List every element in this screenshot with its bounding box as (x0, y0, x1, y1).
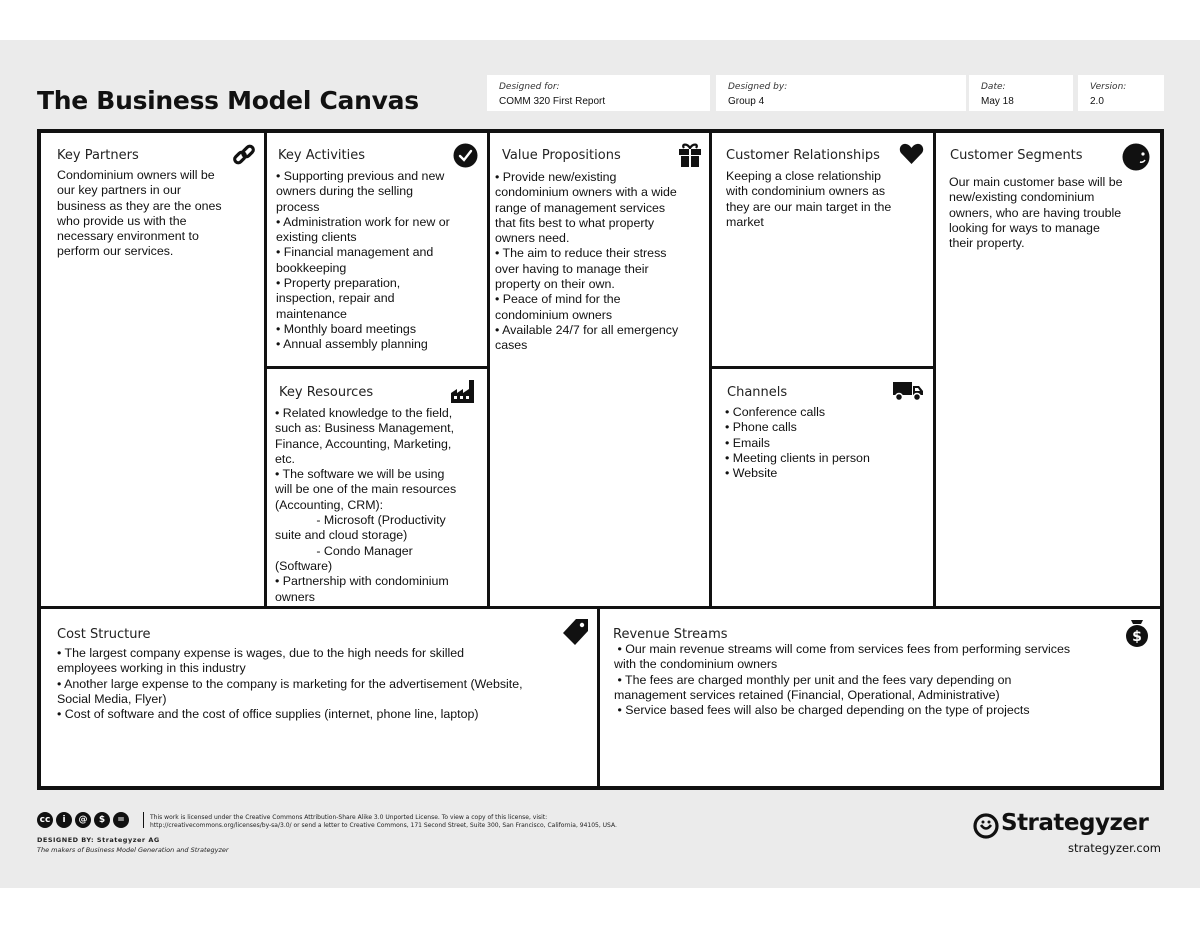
block-cost-structure[interactable] (41, 609, 597, 786)
channels-heading: Channels (727, 385, 788, 400)
block-key-activities[interactable] (267, 133, 487, 366)
value-propositions-heading: Value Propositions (502, 148, 621, 163)
strategyzer-logo-icon (973, 813, 999, 844)
key-resources-heading: Key Resources (279, 385, 374, 400)
gift-icon (678, 142, 702, 173)
date-field[interactable] (969, 75, 1073, 111)
key-resources-text: • Related knowledge to the field, such as: Business Management, Finance, Accounting, Marketing, etc. • The software we will be using will be one of the main resources (Accounting, CRM): - Microsoft (Productivity suite and cloud storage) - Condo Manager (Software) • Partnership with condominium owners (275, 406, 457, 604)
key-activities-text: • Supporting previous and new owners during the selling process • Administration work for new or existing clients • Financial management and bookkeeping • Property preparation, inspection, repair and maintenance • Monthly board meetings • Annual assembly planning (276, 169, 450, 352)
cost-structure-heading: Cost Structure (57, 627, 151, 642)
sa-icon: @ (75, 812, 91, 828)
designed-by-value: Group 4 (728, 96, 765, 107)
block-channels[interactable] (712, 369, 933, 606)
creative-commons-icons (37, 812, 129, 828)
designed-by-label: Designed by: (728, 82, 788, 92)
block-value-propositions[interactable] (490, 133, 709, 606)
version-value: 2.0 (1090, 96, 1104, 107)
cost-structure-text: • The largest company expense is wages, due to the high needs for skilled employees working in this industry • Another large expense to the company is marketing for the advertisement (Website, Social Media, Flyer) • Cost of software and the cost of office supplies (internet, phone line, laptop) (57, 646, 523, 722)
license-line-2[interactable]: http://creativecommons.org/licenses/by-sa/3.0/ or send a letter to Creative Commons, 171 Second Street, Suite 300, San Francisco, California, 94105, USA. (150, 822, 617, 829)
person-icon (1122, 143, 1150, 176)
designed-for-value: COMM 320 First Report (499, 96, 606, 107)
brand-name: Strategyzer (1001, 810, 1149, 836)
customer-segments-heading: Customer Segments (950, 148, 1083, 163)
version-label: Version: (1090, 82, 1127, 92)
customer-relationships-text: Keeping a close relationship with condominium owners as they are our main target in the market (726, 169, 892, 229)
svg-text:$: $ (1132, 629, 1142, 645)
designed-for-field[interactable] (487, 75, 710, 111)
key-partners-heading: Key Partners (57, 148, 139, 163)
truck-icon (892, 380, 924, 407)
revenue-streams-text: • Our main revenue streams will come from services fees from performing services with the condominium owners • The fees are charged monthly per unit and the fees vary depending on management services retained (Financial, Operational, Administrative) • Service based fees will also be charged depending on the type of projects (614, 642, 1071, 718)
designed-for-label: Designed for: (499, 82, 560, 92)
block-key-resources[interactable] (267, 369, 487, 606)
revenue-streams-heading: Revenue Streams (613, 627, 728, 642)
tagline: The makers of Business Model Generation and Strategyzer (37, 846, 229, 854)
key-activities-heading: Key Activities (278, 148, 366, 163)
license-line-1: This work is licensed under the Creative Commons Attribution-Share Alike 3.0 Unported License. To view a copy of this license, visit: (150, 814, 548, 821)
heart-icon (899, 143, 924, 170)
brand-url[interactable]: strategyzer.com (1068, 841, 1161, 855)
cc-icon: cc (37, 812, 53, 828)
block-revenue-streams[interactable] (600, 609, 1160, 786)
designed-by-credit: DESIGNED BY: Strategyzer AG (37, 836, 160, 844)
customer-relationships-heading: Customer Relationships (726, 148, 880, 163)
business-model-canvas (37, 129, 1164, 790)
block-customer-relationships[interactable] (712, 133, 933, 366)
key-partners-text: Condominium owners will be our key partners in our business as they are the ones who provide us with the necessary environment to perform our services. (57, 168, 222, 259)
nd-icon: = (113, 812, 129, 828)
value-propositions-text: • Provide new/existing condominium owners with a wide range of management services that fits best to what property owners need. • The aim to reduce their stress over having to manage their property on their own. • Peace of mind for the condominium owners • Available 24/7 for all emergency cases (495, 170, 679, 353)
footer-divider (143, 812, 144, 828)
date-value: May 18 (981, 96, 1014, 107)
block-customer-segments[interactable] (936, 133, 1160, 606)
channels-text: • Conference calls • Phone calls • Emails • Meeting clients in person • Website (725, 405, 870, 481)
by-icon: i (56, 812, 72, 828)
customer-segments-text: Our main customer base will be new/existing condominium owners, who are having trouble looking for ways to manage their property. (949, 175, 1123, 251)
designed-by-field[interactable] (716, 75, 966, 111)
version-field[interactable] (1078, 75, 1164, 111)
block-key-partners[interactable] (41, 133, 264, 606)
date-label: Date: (981, 82, 1006, 92)
page-title: The Business Model Canvas (37, 86, 419, 115)
nc-icon: $ (94, 812, 110, 828)
